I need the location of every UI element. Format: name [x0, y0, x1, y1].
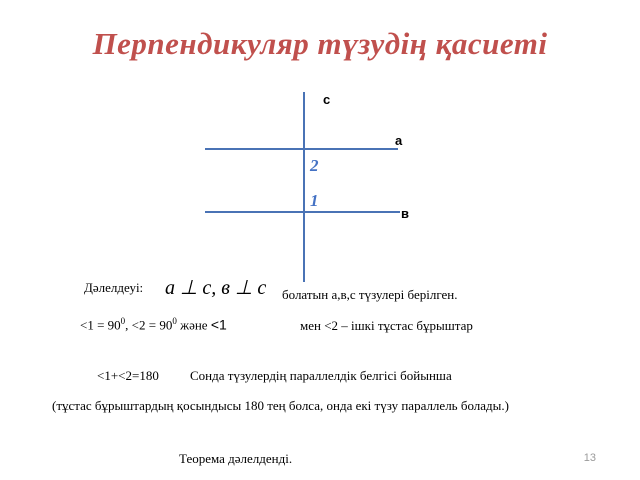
angle-1-label: 1	[310, 191, 319, 210]
and-angle: <1	[210, 316, 227, 333]
given-text: болатын а,в,с түзулері берілген.	[282, 287, 458, 302]
angle-1-eq: <1 = 90	[80, 317, 121, 333]
line-b-label: в	[401, 206, 409, 221]
angle-2-eq: , <2 = 90	[125, 317, 173, 333]
sum-formula: <1+<2=180	[97, 368, 159, 383]
sum-text: Сонда түзулердің параллелдік белгісі бойынша	[190, 368, 452, 383]
proof-label: Дәлелдеуі:	[84, 280, 144, 295]
angle-2-label: 2	[310, 156, 319, 175]
interior-angles-text: мен <2 – ішкі тұстас бұрыштар	[300, 318, 473, 333]
given-formula: а ⊥ с, в ⊥ с	[165, 277, 267, 299]
and-word: және	[180, 317, 208, 333]
degree-sup-1: 0	[120, 316, 126, 326]
line-a-label: а	[395, 133, 403, 148]
page-number: 13	[583, 452, 596, 464]
angles-equation	[80, 316, 227, 333]
slide-title: Перпендикуляр түзудің қасиеті	[92, 26, 548, 61]
conclusion-text: Теорема дәлелденді.	[179, 451, 293, 466]
degree-sup-2: 0	[172, 316, 177, 326]
parallel-note: (тұстас бұрыштардың қосындысы 180 тең болса, онда екі түзу параллель болады.)	[52, 398, 509, 413]
line-c-label: с	[323, 92, 331, 107]
